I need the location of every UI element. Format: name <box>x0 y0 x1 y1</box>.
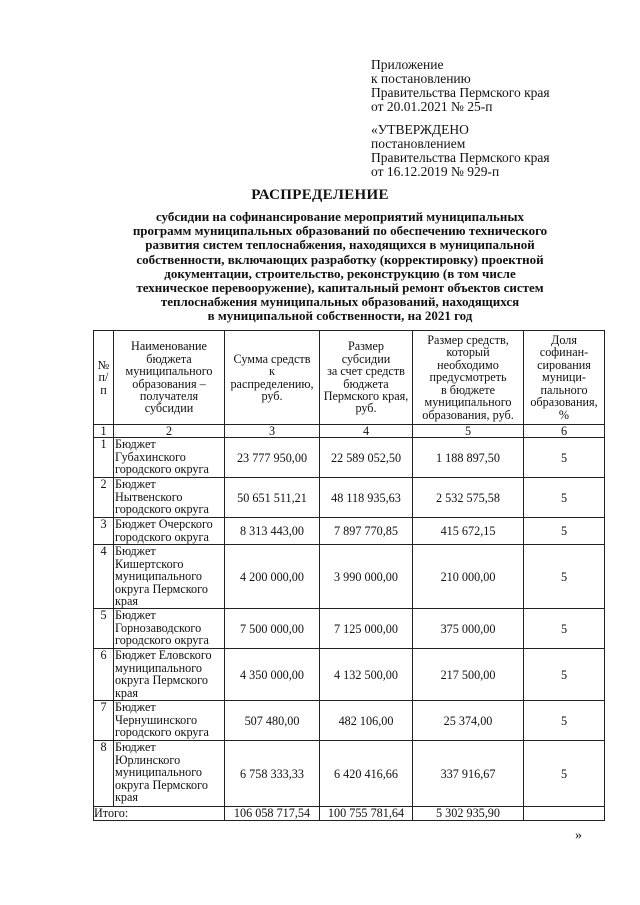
budget-name-line: Бюджет <box>115 608 156 623</box>
total-row <box>94 807 605 820</box>
document-title: РАСПРЕДЕЛЕНИЕ <box>251 187 389 203</box>
header-number <box>94 331 114 425</box>
budget-name-line: округа Пермского <box>115 673 208 688</box>
header-text: который <box>446 345 490 360</box>
cofinancing-share: 5 <box>524 701 605 741</box>
budget-name-line: Бюджет <box>115 544 156 559</box>
header-text: субсидии <box>341 351 391 366</box>
total-sum: 6 758 333,33 <box>225 741 320 807</box>
table-row <box>94 438 605 478</box>
column-number: 3 <box>225 425 320 438</box>
cofinancing-share <box>524 807 605 820</box>
column-number: 6 <box>524 425 605 438</box>
cofinancing-share: 5 <box>524 438 605 478</box>
regional-subsidy: 7 125 000,00 <box>320 609 413 649</box>
header-text: получателя <box>139 388 199 403</box>
header-text: за счет средств <box>327 364 405 379</box>
header-text: % <box>558 407 570 422</box>
total-sum: 106 058 717,54 <box>225 807 320 820</box>
header-text: образования – <box>132 376 206 391</box>
municipal-funds: 375 000,00 <box>413 609 524 649</box>
budget-name-line: края <box>115 594 139 609</box>
header-text: № <box>97 357 110 372</box>
header-text: предусмотреть <box>429 370 507 385</box>
header-text: образования, руб. <box>422 407 514 422</box>
column-number: 5 <box>413 425 524 438</box>
cofinancing-share: 5 <box>524 649 605 701</box>
total-sum: 8 313 443,00 <box>225 518 320 545</box>
subtitle-line: в муниципальной собственности, на 2021 год <box>207 308 473 324</box>
budget-name-line: Бюджет Еловского <box>115 648 212 663</box>
budget-name <box>114 609 225 649</box>
cofinancing-share: 5 <box>524 609 605 649</box>
budget-name-line: Горнозаводского <box>115 620 202 635</box>
subtitle-line: теплоснабжения муниципальных образований, находящихся <box>160 294 520 310</box>
budget-name-line: Губахинского <box>115 449 186 464</box>
budget-name-line: Бюджет <box>115 700 156 715</box>
column-number: 1 <box>94 425 114 438</box>
budget-name-line: городского округа <box>115 725 209 740</box>
header-text: Пермского края, <box>323 388 409 403</box>
approval-line: постановлением <box>371 136 466 151</box>
annex-line: Приложение <box>371 57 444 72</box>
header-text: в бюджете <box>440 382 496 397</box>
budget-name-line: Бюджет <box>115 477 156 492</box>
budget-name-line: городского округа <box>115 462 209 477</box>
budget-name <box>114 649 225 701</box>
table-row <box>94 609 605 649</box>
table-header-row <box>94 331 605 425</box>
header-total-sum <box>225 331 320 425</box>
distribution-table <box>93 330 605 821</box>
annex-line: Правительства Пермского края <box>371 85 550 100</box>
header-budget-name <box>114 331 225 425</box>
header-text: Размер средств, <box>427 333 509 348</box>
budget-name-line: Нытвенского <box>115 489 183 504</box>
budget-name-line: округа Пермского <box>115 777 208 792</box>
budget-name-line: Чернушинского <box>115 712 198 727</box>
budget-name-line: края <box>115 790 139 805</box>
row-number: 1 <box>94 438 114 478</box>
row-number: 3 <box>94 518 114 545</box>
header-text: руб. <box>261 388 283 403</box>
budget-name-line: муниципального <box>115 569 202 584</box>
budget-name-line: края <box>115 685 139 700</box>
row-number: 2 <box>94 478 114 518</box>
budget-name <box>114 518 225 545</box>
header-text: Размер <box>347 339 385 354</box>
budget-name-line: Кишертского <box>115 556 184 571</box>
budget-name <box>114 701 225 741</box>
budget-name-line: муниципального <box>115 660 202 675</box>
municipal-funds: 1 188 897,50 <box>413 438 524 478</box>
header-text: бюджета <box>146 351 192 366</box>
annex-line: к постановлению <box>371 71 471 86</box>
municipal-funds: 210 000,00 <box>413 545 524 609</box>
total-sum: 4 200 000,00 <box>225 545 320 609</box>
total-sum: 7 500 000,00 <box>225 609 320 649</box>
approval-line: «УТВЕРЖДЕНО <box>371 122 469 137</box>
header-text: субсидии <box>144 401 194 416</box>
header-text: Сумма средств <box>233 351 311 366</box>
table-row <box>94 478 605 518</box>
row-number: 6 <box>94 649 114 701</box>
regional-subsidy: 6 420 416,66 <box>320 741 413 807</box>
budget-name-line: Юрлинского <box>115 752 181 767</box>
regional-subsidy: 7 897 770,85 <box>320 518 413 545</box>
total-label: Итого: <box>94 807 225 820</box>
municipal-funds: 337 916,67 <box>413 741 524 807</box>
table-row <box>94 545 605 609</box>
budget-name-line: городского округа <box>115 529 209 544</box>
regional-subsidy: 100 755 781,64 <box>320 807 413 820</box>
budget-name-line: Бюджет <box>115 437 156 452</box>
regional-subsidy: 4 132 500,00 <box>320 649 413 701</box>
header-text: муниципального <box>125 364 213 379</box>
municipal-funds: 5 302 935,90 <box>413 807 524 820</box>
header-text: пального <box>540 382 588 397</box>
header-text: сирования <box>537 357 591 372</box>
table-row <box>94 741 605 807</box>
total-sum: 50 651 511,21 <box>225 478 320 518</box>
budget-name-line: муниципального <box>115 765 202 780</box>
budget-name <box>114 545 225 609</box>
header-text: руб. <box>355 401 377 416</box>
cofinancing-share: 5 <box>524 518 605 545</box>
budget-name <box>114 478 225 518</box>
table-row <box>94 701 605 741</box>
row-number: 7 <box>94 701 114 741</box>
subtitle-line: программ муниципальных образований по обеспечению технического <box>132 223 548 239</box>
column-number: 4 <box>320 425 413 438</box>
header-municipal-funds <box>413 331 524 425</box>
budget-name <box>114 438 225 478</box>
budget-name-line: городского округа <box>115 633 209 648</box>
total-sum: 507 480,00 <box>225 701 320 741</box>
municipal-funds: 217 500,00 <box>413 649 524 701</box>
header-cofinancing-share <box>524 331 605 425</box>
closing-quote: » <box>575 828 582 843</box>
municipal-funds: 25 374,00 <box>413 701 524 741</box>
approval-line: Правительства Пермского края <box>371 150 550 165</box>
annex-line: от 20.01.2021 № 25-п <box>371 99 493 114</box>
row-number: 4 <box>94 545 114 609</box>
budget-name-line: Бюджет <box>115 740 156 755</box>
municipal-funds: 2 532 575,58 <box>413 478 524 518</box>
budget-name-line: округа Пермского <box>115 581 208 596</box>
subtitle-line: документации, строительство, реконструкцию (в том числе <box>164 265 516 281</box>
subtitle-line: субсидии на софинансирование мероприятий муниципальных <box>155 209 525 224</box>
total-sum: 4 350 000,00 <box>225 649 320 701</box>
document-subtitle <box>100 210 580 324</box>
approval-line: от 16.12.2019 № 929-п <box>371 164 500 179</box>
header-text: Доля <box>551 333 577 348</box>
regional-subsidy: 482 106,00 <box>320 701 413 741</box>
table-row <box>94 649 605 701</box>
table-row <box>94 518 605 545</box>
municipal-funds: 415 672,15 <box>413 518 524 545</box>
budget-name-line: городского округа <box>115 502 209 517</box>
approval-block <box>371 123 550 179</box>
header-text: необходимо <box>437 357 499 372</box>
column-number: 2 <box>114 425 225 438</box>
row-number: 5 <box>94 609 114 649</box>
header-text: п/п <box>98 370 109 397</box>
header-text: софинан- <box>539 345 589 360</box>
regional-subsidy: 3 990 000,00 <box>320 545 413 609</box>
header-regional-subsidy <box>320 331 413 425</box>
header-text: Наименование <box>131 339 207 354</box>
row-number: 8 <box>94 741 114 807</box>
header-text: распределению, <box>230 376 314 391</box>
budget-name-line: Бюджет Очерского <box>115 517 213 532</box>
subtitle-line: развития систем теплоснабжения, находящихся в муниципальной <box>145 237 535 253</box>
header-text: образования, <box>530 395 598 410</box>
subtitle-line: собственности, включающих разработку (корректировку) проектной <box>136 251 544 267</box>
regional-subsidy: 22 589 052,50 <box>320 438 413 478</box>
subtitle-line: техническое перевооружение), капитальный ремонт объектов систем <box>136 280 544 296</box>
header-text: муниципального <box>424 395 512 410</box>
header-text: муници- <box>542 370 586 385</box>
regional-subsidy: 48 118 935,63 <box>320 478 413 518</box>
column-number-row <box>94 425 605 438</box>
budget-name <box>114 741 225 807</box>
header-text: к <box>269 364 275 379</box>
cofinancing-share: 5 <box>524 545 605 609</box>
cofinancing-share: 5 <box>524 478 605 518</box>
header-text: бюджета <box>343 376 389 391</box>
cofinancing-share: 5 <box>524 741 605 807</box>
annex-block <box>371 58 550 114</box>
total-sum: 23 777 950,00 <box>225 438 320 478</box>
